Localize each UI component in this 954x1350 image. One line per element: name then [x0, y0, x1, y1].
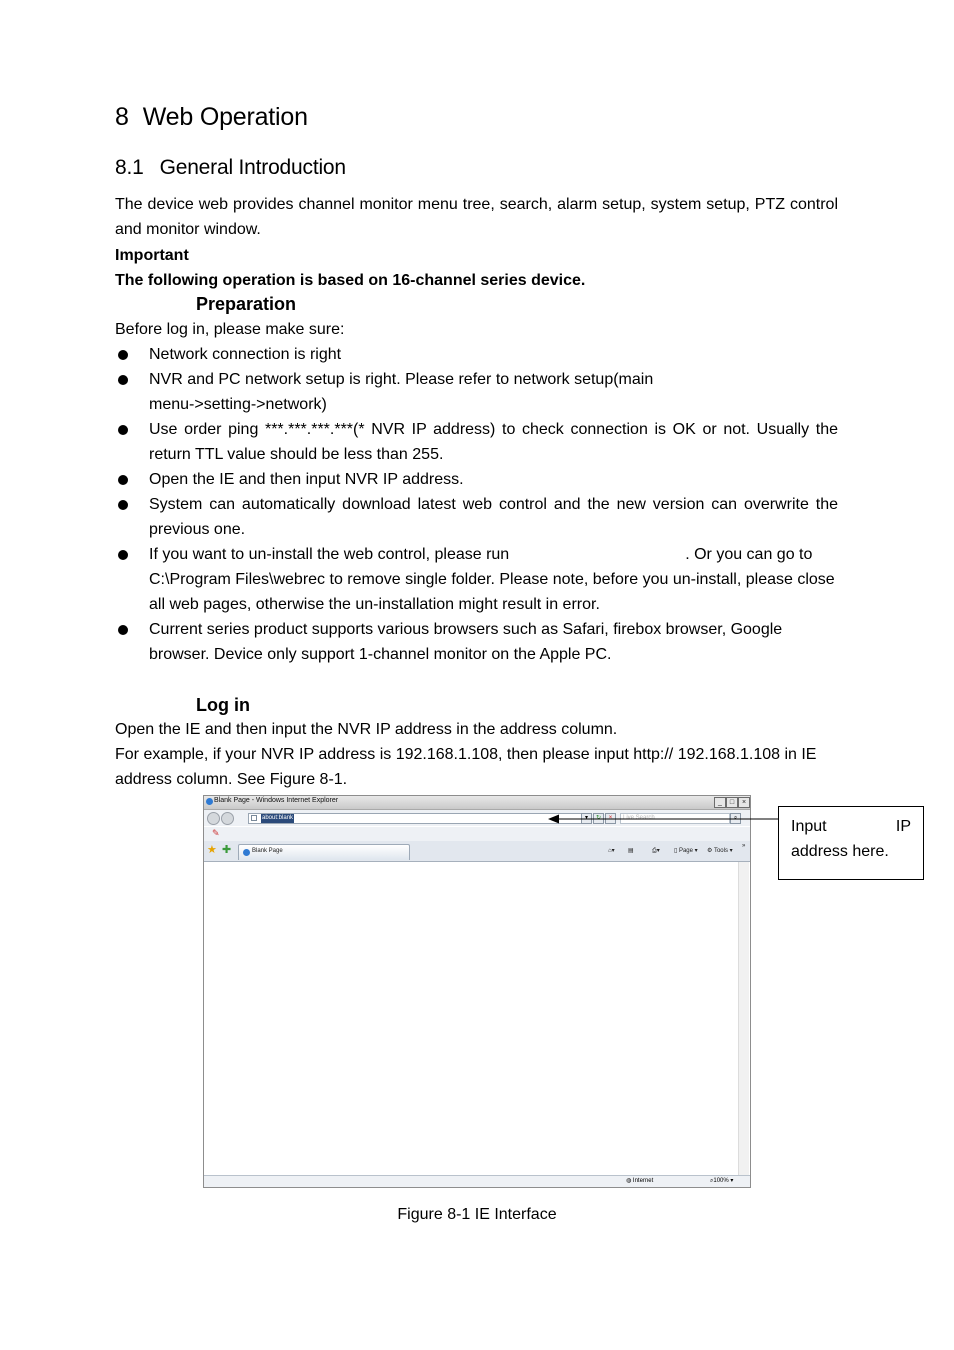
address-value: about:blank: [262, 815, 294, 821]
feeds-icon[interactable]: ▤: [628, 848, 634, 854]
login-line2: For example, if your NVR IP address is 192.168.1.108, then please input http:// 192.168.1.108 in IE address column. See Figure 8-1.: [115, 746, 817, 788]
maximize-icon[interactable]: □: [726, 797, 738, 808]
ie-content-area: [205, 862, 739, 1176]
important-text: The following operation is based on 16-channel series device.: [115, 272, 586, 289]
ie-window-title: Blank Page - Windows Internet Explorer: [214, 797, 339, 804]
chapter-heading: [115, 103, 308, 132]
intro-paragraph: The device web provides channel monitor menu tree, search, alarm setup, system setup, PTZ control and monitor window.: [115, 196, 838, 238]
add-favorite-icon[interactable]: ✚: [222, 844, 232, 856]
page-menu[interactable]: ▯ Page ▾: [674, 848, 698, 854]
preparation-lead: Before log in, please make sure:: [115, 321, 345, 338]
section-number: 8.1: [115, 156, 144, 179]
callout-arrow: [548, 814, 778, 824]
chapter-number: 8: [115, 103, 129, 131]
preparation-list: [115, 342, 838, 667]
ie-link-row: [204, 827, 750, 841]
tab-label: Blank Page: [252, 848, 283, 854]
bullet-icon: [118, 425, 128, 435]
list-item: Open the IE and then input NVR IP address.: [115, 467, 838, 492]
login-line1: Open the IE and then input the NVR IP address in the address column.: [115, 721, 618, 738]
important-label: Important: [115, 247, 189, 264]
favorites-star-icon[interactable]: ★: [207, 844, 217, 856]
print-icon[interactable]: ⎙▾: [652, 848, 660, 854]
zoom-level[interactable]: ⌕100% ▾: [710, 1178, 734, 1184]
stop-icon[interactable]: ×: [605, 813, 616, 824]
bullet-icon: [118, 625, 128, 635]
more-icon[interactable]: »: [742, 843, 746, 849]
internet-zone: ◍ Internet: [626, 1178, 654, 1184]
vertical-scrollbar[interactable]: [738, 862, 749, 1176]
refresh-icon[interactable]: ↻: [593, 813, 604, 824]
address-input[interactable]: [248, 813, 582, 824]
section-heading: [115, 156, 346, 180]
bullet-icon: [118, 375, 128, 385]
callout-line2: address here.: [791, 843, 889, 860]
list-item: System can automatically download latest web control and the new version can overwrite the previous one.: [115, 492, 838, 542]
back-icon[interactable]: [207, 812, 220, 825]
tab-ie-icon: [243, 849, 250, 856]
callout-line1: Input IP: [791, 818, 911, 835]
login-heading: Log in: [196, 695, 250, 715]
bullet-icon: [118, 500, 128, 510]
list-item: Current series product supports various browsers such as Safari, firebox browser, Google browser. Device only support 1-channel monitor on the Apple PC.: [115, 617, 838, 667]
list-item: NVR and PC network setup is right. Please refer to network setup(main menu->setting->network): [115, 367, 838, 417]
bullet-icon: [118, 550, 128, 560]
search-icon[interactable]: ⌕: [730, 813, 741, 824]
bullet-icon: [118, 350, 128, 360]
list-item: Network connection is right: [115, 342, 838, 367]
close-icon[interactable]: ×: [738, 797, 750, 808]
ie-logo-icon: [206, 798, 213, 805]
bullet-icon: [118, 475, 128, 485]
tools-menu[interactable]: ⚙ Tools ▾: [707, 848, 733, 854]
section-title: General Introduction: [159, 156, 346, 179]
ie-title-bar: [204, 796, 750, 810]
ie-window-figure: [203, 795, 751, 1188]
figure-caption: Figure 8-1 IE Interface: [397, 1206, 557, 1223]
forward-icon[interactable]: [221, 812, 234, 825]
address-dropdown-icon[interactable]: ▾: [581, 813, 592, 824]
tab-blank-page[interactable]: [238, 844, 410, 860]
ie-tab-row: [204, 841, 750, 862]
preparation-heading: Preparation: [196, 294, 297, 314]
list-item: If you want to un-install the web control, please run . Or you can go to C:\Program Files\webrec to remove single folder. Please note, before you un-install, please close all web pages, otherwise the un-installation might result in error.: [115, 542, 838, 617]
search-input[interactable]: Live Search: [620, 813, 730, 824]
ie-status-bar: [204, 1175, 750, 1187]
list-item: Use order ping ***.***.***.***(* NVR IP address) to check connection is OK or not. Usually the return TTL value should be less than 255.: [115, 417, 838, 467]
chapter-title: Web Operation: [142, 103, 308, 131]
home-icon[interactable]: ⌂▾: [608, 848, 615, 854]
translate-icon[interactable]: ✎: [212, 828, 220, 838]
callout-box: [778, 806, 924, 880]
page-icon: [251, 815, 257, 821]
minimize-icon[interactable]: _: [714, 797, 726, 808]
